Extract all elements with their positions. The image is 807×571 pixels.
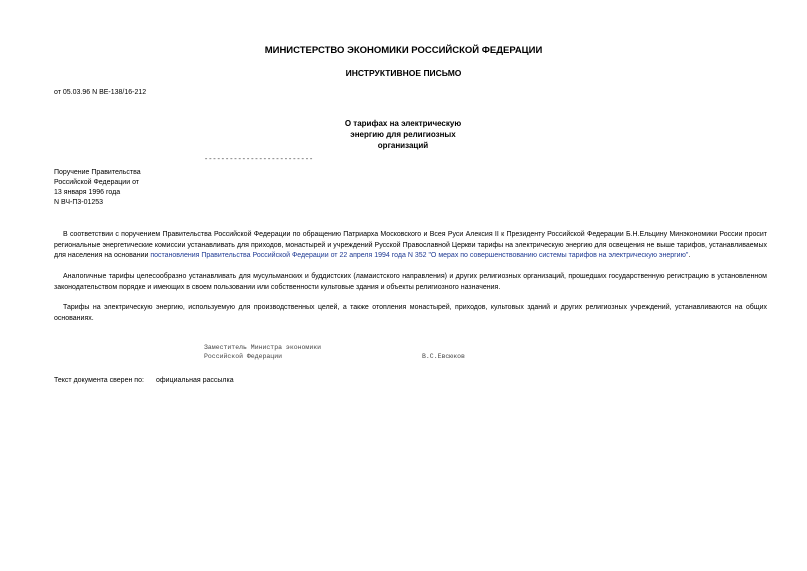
order-line-3: 13 января 1996 года bbox=[54, 189, 121, 196]
title-line-3: организаций bbox=[377, 141, 429, 150]
separator-line: -------------------------- bbox=[204, 156, 314, 164]
document-title bbox=[290, 118, 516, 151]
signatory-position-line-1: Заместитель Министра экономики bbox=[204, 344, 322, 351]
signatory-name: В.С.Евсюков bbox=[422, 353, 465, 360]
title-line-2: энергию для религиозных bbox=[350, 130, 456, 139]
document-date-number: от 05.03.96 N ВЕ-138/16-212 bbox=[54, 89, 147, 96]
paragraph-2 bbox=[54, 272, 767, 293]
signatory-position-line-2: Российской Федерации bbox=[204, 353, 283, 360]
source-label: Текст документа сверен по: bbox=[54, 377, 144, 384]
source-value: официальная рассылка bbox=[156, 377, 234, 384]
paragraph-3-text: Тарифы на электрическую энергию, используемую для производственных целей, а также отопления монастырей, приходов, культовых зданий и других религиозных учреждений, устанавливаются на общих основаниях. bbox=[54, 304, 767, 322]
order-line-1: Поручение Правительства bbox=[54, 169, 141, 176]
resolution-link[interactable]: постановления Правительства Российской Федерации от 22 апреля 1994 года N 352 "О мерах по совершенствованию системы тарифов на электрическую энергию" bbox=[150, 252, 689, 259]
government-order-reference bbox=[54, 168, 141, 208]
source-note bbox=[54, 377, 234, 384]
paragraph-1-text: В соответствии с поручением Правительства Российской Федерации по обращению Патриарха Московского и Всея Руси Алексия II к Президенту Российской Федерации Б.Н.Ельцину Минэкономики России просит региональные энергетические комиссии устанавливать для приходов, монастырей и учреждений Русской Православной Церкви тарифы на электрическую энергию для освещения не выше тарифов, устанавливаемых для населения на основании bbox=[54, 231, 767, 259]
paragraph-2-text: Аналогичные тарифы целесообразно устанавливать для мусульманских и буддистских (ламаистского направления) и других религиозных организаций, прошедших государственную регистрацию в установленном законодательством порядке и имеющих в своем пользовании или собственности культовые здания и объекты религиозного назначения. bbox=[54, 273, 767, 291]
order-line-4: N ВЧ-П3-01253 bbox=[54, 199, 104, 206]
title-line-1: О тарифах на электрическую bbox=[344, 119, 462, 128]
paragraph-1-end: . bbox=[688, 252, 691, 259]
paragraph-3 bbox=[54, 303, 767, 324]
paragraph-1 bbox=[54, 230, 767, 262]
order-line-2: Российской Федерации от bbox=[54, 179, 140, 186]
ministry-heading: МИНИСТЕРСТВО ЭКОНОМИКИ РОССИЙСКОЙ ФЕДЕРАЦИИ bbox=[264, 45, 543, 56]
document-type-heading: ИНСТРУКТИВНОЕ ПИСЬМО bbox=[345, 68, 462, 78]
